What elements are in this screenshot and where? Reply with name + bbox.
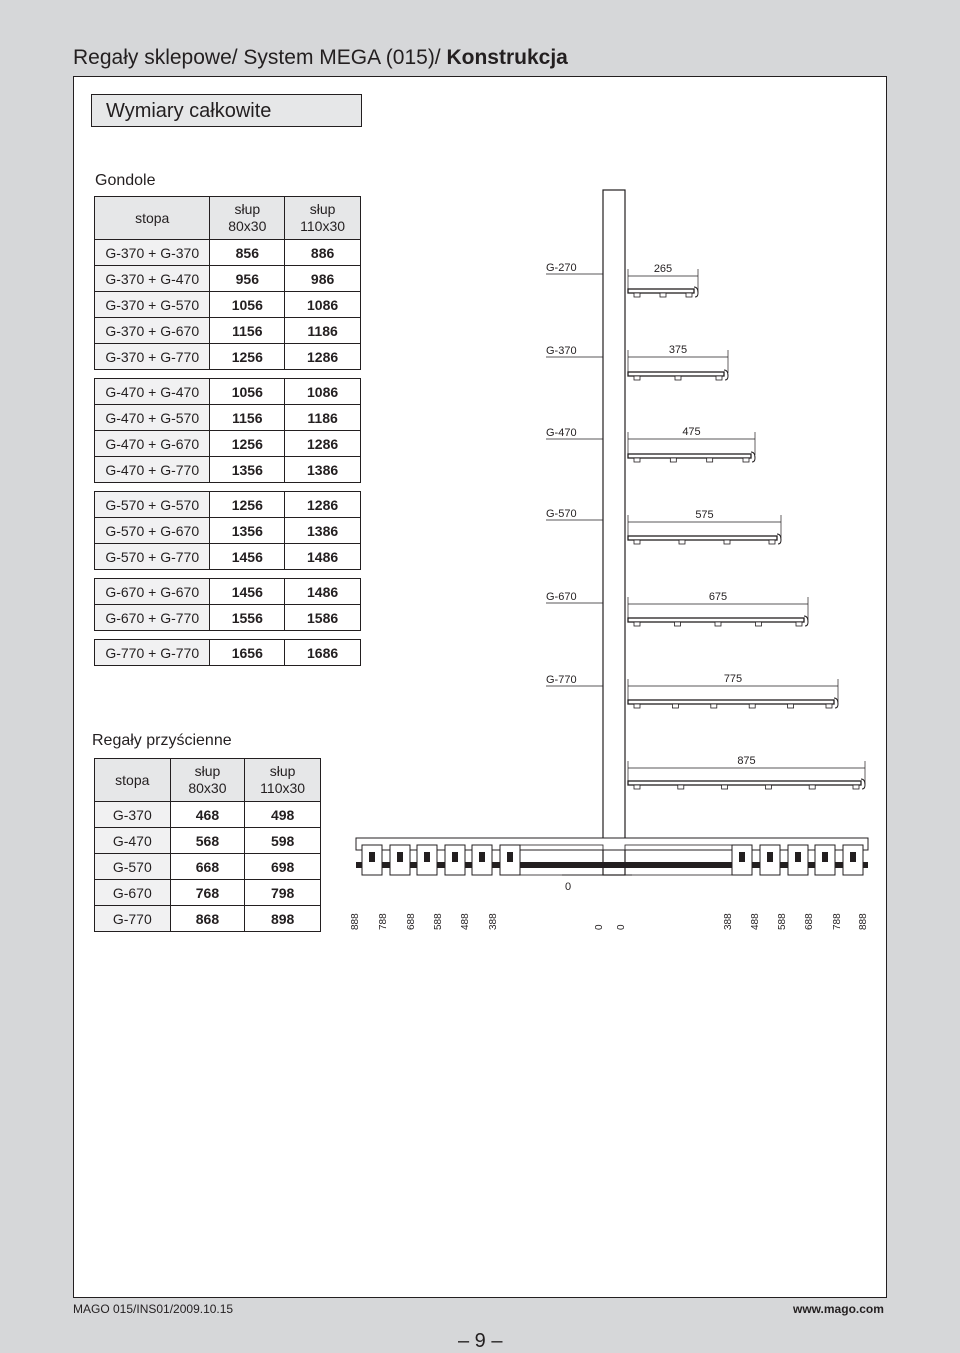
stopa-cell: G-370 + G-670: [95, 318, 210, 344]
shelf-bracket: [722, 785, 728, 789]
value-cell: 868: [170, 906, 245, 932]
shelf-bracket: [724, 540, 730, 544]
shelf-dimension-label: 575: [695, 509, 714, 521]
value-cell: 768: [170, 880, 245, 906]
title-bold: Konstrukcja: [446, 46, 568, 69]
stopa-cell: G-470 + G-470: [95, 379, 210, 405]
shelf-bracket: [749, 704, 755, 708]
foot-detail: [452, 852, 458, 862]
stopa-cell: G-570 + G-670: [95, 518, 210, 544]
value-cell: 1056: [210, 379, 285, 405]
value-cell: 1586: [285, 605, 361, 631]
header-cell: słup 110x30: [245, 759, 321, 802]
shelf-bracket: [675, 376, 681, 380]
value-cell: 856: [210, 240, 285, 266]
header-cell: słup 80x30: [210, 197, 285, 240]
shelf-bracket: [716, 376, 722, 380]
value-cell: 886: [285, 240, 361, 266]
footer-doc-id: MAGO 015/INS01/2009.10.15: [73, 1302, 234, 1316]
header-cell: stopa: [95, 759, 171, 802]
foot-detail: [767, 852, 773, 862]
stopa-cell: G-570 + G-570: [95, 492, 210, 518]
stopa-cell: G-570: [95, 854, 171, 880]
value-cell: 1156: [210, 318, 285, 344]
stopa-cell: G-370 + G-370: [95, 240, 210, 266]
shelf-bracket: [796, 622, 802, 626]
shelf-board: [628, 700, 834, 704]
value-cell: 598: [245, 828, 321, 854]
shelf-bracket: [756, 622, 762, 626]
value-cell: 1186: [285, 405, 361, 431]
value-cell: 1256: [210, 431, 285, 457]
value-cell: 1556: [210, 605, 285, 631]
shelf-dimension-label: 475: [682, 426, 701, 438]
shelf-bracket: [679, 540, 685, 544]
foot-detail: [795, 852, 801, 862]
value-cell: 1386: [285, 518, 361, 544]
value-cell: 1456: [210, 544, 285, 570]
bottom-dimension-label: 788: [378, 913, 389, 930]
shelf-size-label: G-770: [546, 674, 577, 686]
post: [603, 190, 625, 875]
stopa-cell: G-470 + G-770: [95, 457, 210, 483]
wall-heading: Regały przyścienne: [92, 732, 232, 749]
shelf-bracket: [670, 458, 676, 462]
shelf-bracket: [672, 704, 678, 708]
bottom-dimension-label: 0: [594, 924, 605, 930]
shelf-board: [628, 289, 694, 293]
stopa-cell: G-470: [95, 828, 171, 854]
shelf-size-label: G-270: [546, 262, 577, 274]
header-cell: słup 110x30: [285, 197, 361, 240]
foot-detail: [822, 852, 828, 862]
bottom-dimension-label: 888: [858, 913, 869, 930]
shelf-bracket: [788, 704, 794, 708]
foot-detail: [424, 852, 430, 862]
bottom-dimension-label: 488: [750, 913, 761, 930]
shelf-board: [628, 618, 804, 622]
value-cell: 956: [210, 266, 285, 292]
stopa-cell: G-670 + G-770: [95, 605, 210, 631]
shelf-dimension-label: 375: [668, 344, 688, 356]
shelf-dimension-label: 675: [708, 591, 728, 603]
value-cell: 1356: [210, 518, 285, 544]
bottom-dimension-label: 688: [406, 913, 417, 930]
foot-detail: [369, 852, 375, 862]
stopa-cell: G-670 + G-670: [95, 579, 210, 605]
bottom-dimension-label: 0: [616, 924, 627, 930]
shelf-bracket: [707, 458, 713, 462]
foot-detail: [739, 852, 745, 862]
value-cell: 986: [285, 266, 361, 292]
shelf-bracket: [634, 540, 640, 544]
shelf-board: [628, 781, 861, 785]
header-cell: stopa: [95, 197, 210, 240]
shelf-bracket: [743, 458, 749, 462]
shelf-size-label: G-370: [546, 345, 577, 357]
bottom-dimension-label: 688: [804, 913, 815, 930]
stopa-cell: G-770: [95, 906, 171, 932]
shelf-bracket: [826, 704, 832, 708]
bottom-dimension-label: 588: [433, 913, 444, 930]
page-number: – 9 –: [458, 1330, 503, 1352]
shelf-dimension-label: 775: [723, 673, 743, 685]
foot-detail: [479, 852, 485, 862]
shelf-bracket: [853, 785, 859, 789]
value-cell: 498: [245, 802, 321, 828]
bottom-dimension-label: 388: [488, 913, 499, 930]
shelf-dimension-label: 875: [737, 755, 756, 767]
value-cell: 568: [170, 828, 245, 854]
shelf-bracket: [678, 785, 684, 789]
foot-detail: [850, 852, 856, 862]
foot-detail: [507, 852, 513, 862]
foot-detail: [397, 852, 403, 862]
shelf-bracket: [634, 785, 640, 789]
value-cell: 698: [245, 854, 321, 880]
shelf-dimension-label: 265: [653, 263, 673, 275]
shelf-bracket: [634, 458, 640, 462]
stopa-cell: G-470 + G-570: [95, 405, 210, 431]
stopa-cell: G-770 + G-770: [95, 640, 210, 666]
shelf-bracket: [634, 622, 640, 626]
shelf-board: [628, 536, 777, 540]
value-cell: 1086: [285, 379, 361, 405]
value-cell: 1486: [285, 579, 361, 605]
value-cell: 1086: [285, 292, 361, 318]
value-cell: 1456: [210, 579, 285, 605]
shelf-bracket: [634, 376, 640, 380]
stopa-cell: G-370 + G-470: [95, 266, 210, 292]
value-cell: 1686: [285, 640, 361, 666]
title-prefix: Regały sklepowe/ System MEGA (015)/: [73, 46, 447, 69]
footer-website: www.mago.com: [793, 1302, 884, 1316]
value-cell: 668: [170, 854, 245, 880]
value-cell: 798: [245, 880, 321, 906]
stopa-cell: G-370 + G-570: [95, 292, 210, 318]
shelf-bracket: [634, 293, 640, 297]
shelf-bracket: [675, 622, 681, 626]
value-cell: 1256: [210, 344, 285, 370]
shelf-bracket: [809, 785, 815, 789]
shelf-board: [628, 372, 724, 376]
stopa-cell: G-470 + G-670: [95, 431, 210, 457]
bottom-dimension-label: 888: [350, 913, 361, 930]
shelf-bracket: [765, 785, 771, 789]
gondole-heading: Gondole: [95, 172, 156, 189]
value-cell: 1656: [210, 640, 285, 666]
bottom-dimension-label: 788: [832, 913, 843, 930]
shelf-bracket: [769, 540, 775, 544]
section-title: Wymiary całkowite: [91, 94, 362, 127]
bottom-dimension-label: 488: [460, 913, 471, 930]
bottom-dimension-label: 388: [723, 913, 734, 930]
bottom-dimension-label: 588: [777, 913, 788, 930]
stopa-cell: G-670: [95, 880, 171, 906]
shelf-size-label: G-470: [546, 427, 577, 439]
value-cell: 468: [170, 802, 245, 828]
header-cell: słup 80x30: [170, 759, 245, 802]
value-cell: 1356: [210, 457, 285, 483]
value-cell: 898: [245, 906, 321, 932]
shelf-size-label: G-670: [546, 591, 577, 603]
stopa-cell: G-370: [95, 802, 171, 828]
value-cell: 1286: [285, 431, 361, 457]
zero-label: 0: [565, 881, 572, 893]
shelf-bracket: [686, 293, 692, 297]
shelf-bracket: [634, 704, 640, 708]
shelf-bracket: [715, 622, 721, 626]
shelf-bracket: [711, 704, 717, 708]
value-cell: 1286: [285, 492, 361, 518]
shelf-board: [628, 454, 751, 458]
shelf-size-label: G-570: [546, 508, 577, 520]
stopa-cell: G-570 + G-770: [95, 544, 210, 570]
shelf-bracket: [660, 293, 666, 297]
value-cell: 1486: [285, 544, 361, 570]
value-cell: 1056: [210, 292, 285, 318]
value-cell: 1156: [210, 405, 285, 431]
stopa-cell: G-370 + G-770: [95, 344, 210, 370]
value-cell: 1386: [285, 457, 361, 483]
value-cell: 1186: [285, 318, 361, 344]
value-cell: 1256: [210, 492, 285, 518]
value-cell: 1286: [285, 344, 361, 370]
